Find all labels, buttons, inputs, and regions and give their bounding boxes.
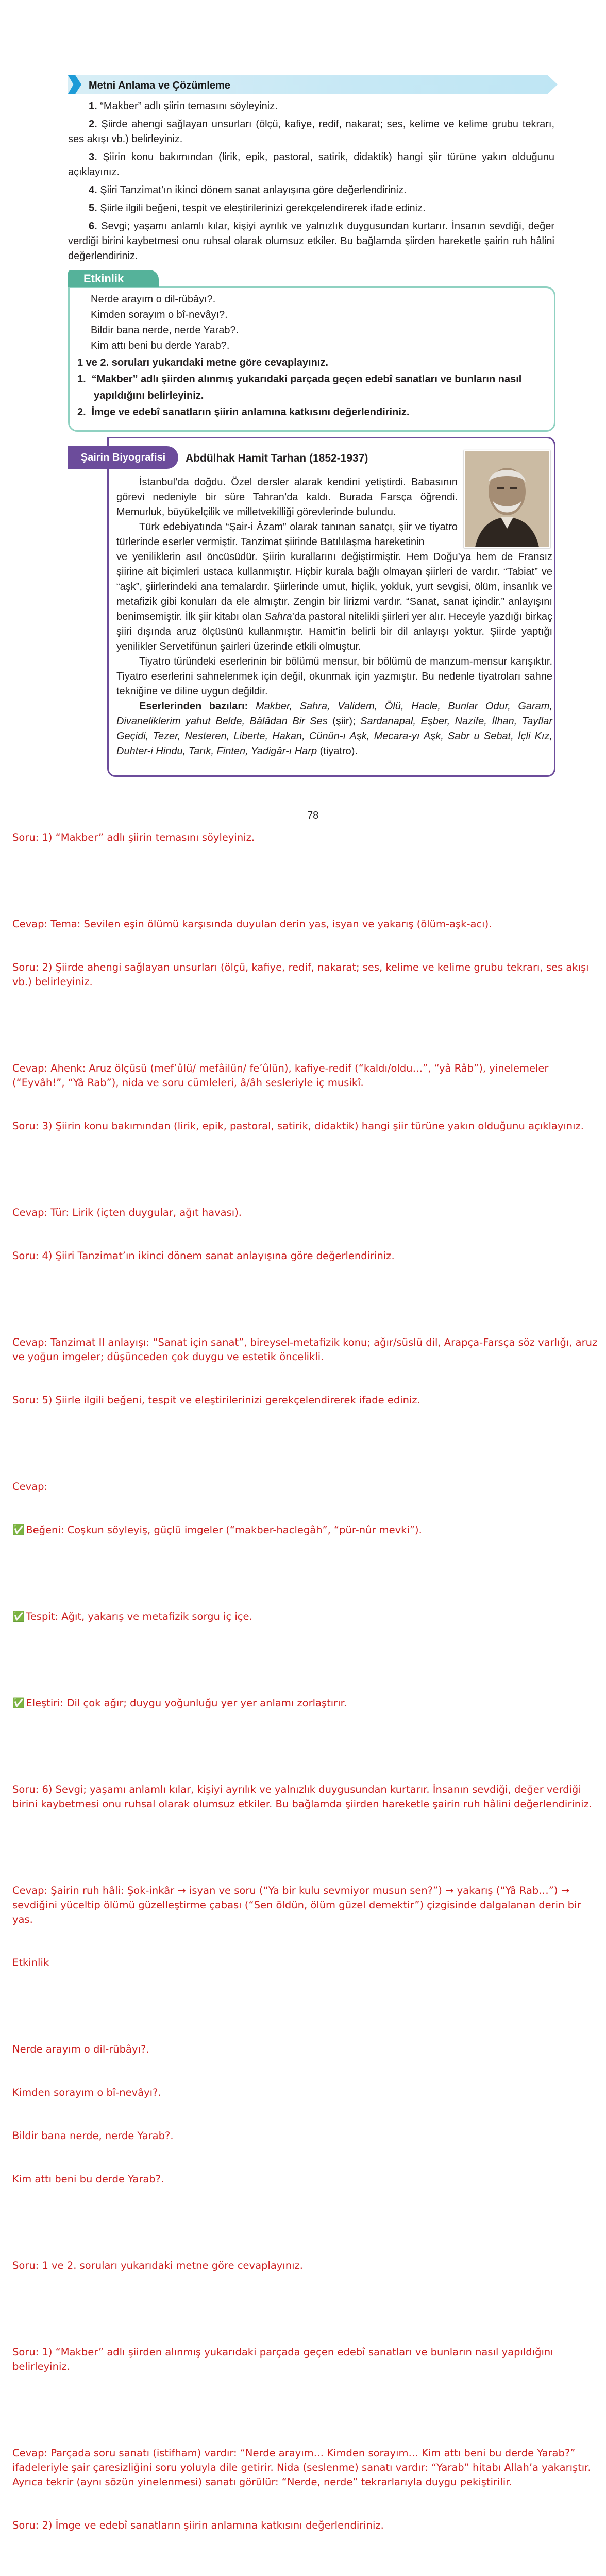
answer-point: ✅ Beğeni: Coşkun söyleyiş, güçlü imgeler (“makber-haclegâh”, “pür-nûr mevki”).: [12, 1523, 600, 1537]
qa-block: [12, 2316, 600, 2403]
qa-block: [12, 1754, 600, 1840]
qa-block: [12, 2417, 600, 2562]
qa-block: [12, 1032, 600, 1162]
etkinlik-questions: [77, 355, 551, 421]
question-text: Soru: 1 ve 2. soruları yukarıdaki metne göre cevaplayınız.: [12, 2260, 303, 2272]
answer-point: ✅ Tespit: Ağıt, yakarış ve metafizik sorgu iç içe.: [12, 1609, 600, 1624]
question-item: 6. Sevgi; yaşamı anlamlı kılar, kişiyi ayrılık ve yalnızlık duygusundan kurtarır. İnsanın sevdiği, değer verdiği birini kaybetmesi onu ruhsal olarak olumsuz etkiler. Bu bağlamda şiirden hareketle şairin ruh hâlini değerlendiriniz.: [68, 221, 554, 262]
checkmark-icon: ✅: [12, 1524, 25, 1536]
biography-text: [116, 475, 552, 759]
question-text: Soru: 4) Şiiri Tanzimat’ın ikinci dönem sanat anlayışına göre değerlendiriniz.: [12, 1250, 395, 1262]
bio-works: Eserlerinden bazıları: Makber, Sahra, Validem, Ölü, Hacle, Bunlar Odur, Garam, Divaneliklerim yahut Belde, Bâlâdan Bir Ses (şiir); Sardanapal, Eşber, Nazife, İlhan, Tayflar Geçidi, Tezer, Nesteren, Liberte, Hakan, Cünûn-ı Aşk, Mecara-yı Aşk, Sabr u Sebat, İçli Kız, Duhter-i Hindu, Tarık, Finten, Yadigâr-ı Harp (tiyatro).: [116, 701, 553, 757]
poem-line: Kim attı beni bu derde Yarab?.: [12, 2173, 164, 2185]
etkinlik-question-2: 2. İmge ve edebî sanatların şiirin anlamına katkısını değerlendiriniz.: [77, 406, 410, 418]
answer-text: Cevap: Tanzimat II anlayışı: “Sanat için sanat”, bireysel-metafizik konu; ağır/süslü dil, Arapça-Farsça söz varlığı, aruz ve yoğun imgeler; düşünceden çok duygu ve estetik öncelikli.: [12, 1336, 601, 1363]
qa-block: [12, 1581, 600, 1653]
poem-line: Kim attı beni bu derde Yarab?.: [91, 340, 230, 351]
etkinlik-instruction: 1 ve 2. soruları yukarıdaki metne göre cevaplayınız.: [77, 357, 328, 368]
qa-block: [12, 1667, 600, 1739]
question-list: [68, 99, 554, 267]
answer-text: Cevap: Şairin ruh hâli: Şok-inkâr → isyan ve soru (“Ya bir kulu sevmiyor musun sen?”) → yakarış (“Yâ Rab…”) → sevdiğini yüceltip ölümü güzelleştirme çabası (“Sen öldün, ölüm güzel demektir”) çizgisinde dalgalanan derin bir yas.: [12, 1885, 584, 1925]
poem-excerpt: [91, 292, 239, 353]
etkinlik-question-1: 1. “Makber” adlı şiirden alınmış yukarıdaki parçada geçen edebî sanatları ve bunların nasıl: [77, 374, 522, 385]
poem-line: Kimden sorayım o bî-nevâyı?.: [91, 309, 228, 320]
poem-line: Nerde arayım o dil-rübâyı?.: [12, 2043, 149, 2055]
bio-paragraph: Tiyatro türündeki eserlerinin bir bölümü mensur, bir bölümü de manzum-mensur karışıktır. Tiyatro eserlerini sahnelenmek için değil, okunmak için yazmıştır. Bu nedenle tiyatroları sahne tekniğine ve diline uygun değildir.: [116, 656, 552, 697]
qa-block: [12, 1451, 600, 1566]
poem-line: Bildir bana nerde, nerde Yarab?.: [12, 2130, 174, 2142]
qa-block: [12, 1307, 600, 1436]
qa-block: [12, 2013, 600, 2215]
answer-text: Cevap:: [12, 1481, 48, 1493]
bio-paragraph: Türk edebiyatında “Şair-i Âzam” olarak tanınan sanatçı, şiir ve tiyatro türlerinde eserler vermiştir. Tanzimat şiirinde Batılılaşma hareketinin: [116, 521, 458, 548]
qa-block: [12, 1177, 600, 1292]
checkmark-icon: ✅: [12, 1611, 25, 1622]
poem-line: Bildir bana nerde, nerde Yarab?.: [91, 325, 239, 336]
question-text: Soru: 1) “Makber” adlı şiirin temasını söyleyiniz.: [12, 832, 255, 843]
etkinlik-question-1-cont: yapıldığını belirleyiniz.: [94, 390, 204, 401]
biography-tab: Şairin Biyografisi: [68, 446, 178, 469]
section-title: Metni Anlama ve Çözümleme: [89, 80, 230, 91]
etkinlik-label: Etkinlik: [12, 1957, 49, 1969]
question-item: 5. Şiirle ilgili beğeni, tespit ve eleştirilerinizi gerekçelendirerek ifade ediniz.: [89, 202, 426, 214]
answer-text: Cevap: Ahenk: Aruz ölçüsü (mef’ûlü/ mefâilün/ fe’ûlün), kafiye-redif (“kaldı/oldu…”, “yâ Râb”), yinelemeler (“Eyvâh!”, “Yâ Rab”), nida ve soru cümleleri, â/âh sesleriyle iç musikî.: [12, 1062, 552, 1089]
question-text: Soru: 5) Şiirle ilgili beğeni, tespit ve eleştirilerinizi gerekçelendirerek ifade ediniz.: [12, 1394, 420, 1406]
poem-line: Kimden sorayım o bî-nevâyı?.: [12, 2087, 161, 2098]
answer-text: Cevap: Parçada soru sanatı (istifham) vardır: “Nerde arayım… Kimden sorayım… Kim attı beni bu derde Yarab?” ifadeleriyle şair çaresizliğini soru yoluyla dile getirir. Nida (seslenme) sanatı vardır: “Yarab” hitabı Allah’a yakarıştır. Ayrıca tekrir (aynı sözün yinelenmesi) sanatı görülür: “Nerde, nerde” tekrarlarıyla duygu pekiştirilir.: [12, 2447, 594, 2488]
bio-paragraph: ve yeniliklerin asıl öncüsüdür. Şiirin kurallarını değiştirmiştir. Hem Doğu’ya hem de Fransız şiirine ait biçimleri ustaca kullanmıştır. Hiçbir kurala bağlı olmayan şiirleri de vardır. “Tabiat” ve “aşk”, şiirlerindeki ana temalardır. Şiirlerinde umut, hiçlik, yokluk, yurt sevgisi, ölüm, insanlık ve metafizik gibi konuları da ele almıştır. Zengin bir lirizmi vardır. “Sanat, sanat içindir.” anlayışını benimsemiştir. İlk şiir kitabı olan Sahra’da pastoral nitelikli şiirleri yer alır. Heceyle yazdığı birkaç şiiri dışında aruz ölçüsünü kullanmıştır. Hamit’in belirli bir dil anlayışı yoktur. Şiirde yaptığı yenilikler Servetifünun şairleri üzerinde etkili olmuştur.: [116, 551, 552, 652]
poet-name: Abdülhak Hamit Tarhan (1852-1937): [186, 452, 368, 464]
question-text: Soru: 3) Şiirin konu bakımından (lirik, epik, pastoral, satirik, didaktik) hangi şiir türüne yakın olduğunu açıklayınız.: [12, 1120, 584, 1132]
question-item: 4. Şiiri Tanzimat’ın ikinci dönem sanat anlayışına göre değerlendiriniz.: [89, 184, 407, 196]
question-text: Soru: 2) Şiirde ahengi sağlayan unsurları (ölçü, kafiye, redif, nakarat; ses, kelime ve kelime grubu tekrarı, ses akışı vb.) belirleyiniz.: [12, 961, 592, 988]
question-item: 1. “Makber” adlı şiirin temasını söyleyiniz.: [89, 100, 278, 112]
qa-block: [12, 802, 600, 874]
bio-paragraph: İstanbul’da doğdu. Özel dersler alarak kendini yetiştirdi. Babasının görevi nedeniyle bir süre Tahran’da kaldı. Burada Farsça öğrendi. Memurluk, büyükelçilik ve milletvekilliği görevlerinde bulundu.: [116, 477, 458, 518]
checkmark-icon: ✅: [12, 1697, 25, 1709]
qa-block: [12, 2230, 600, 2302]
answer-text: Cevap: Tür: Lirik (içten duygular, ağıt havası).: [12, 1207, 242, 1218]
question-text: Soru: 6) Sevgi; yaşamı anlamlı kılar, kişiyi ayrılık ve yalnızlık duygusundan kurtarır. İnsanın sevdiği, değer verdiği birini kaybetmesi onu ruhsal olarak olumsuz etkiler. Bu bağlamda şiirden hareketle şairin ruh hâlini değerlendiriniz.: [12, 1784, 592, 1810]
etkinlik-tab: Etkinlik: [68, 270, 159, 287]
poem-line: Nerde arayım o dil-rübâyı?.: [91, 294, 216, 305]
question-item: 3. Şiirin konu bakımından (lirik, epik, pastoral, satirik, didaktik) hangi şiir türüne yakın olduğunu açıklayınız.: [68, 151, 554, 178]
answer-point: ✅ Eleştiri: Dil çok ağır; duygu yoğunluğu yer yer anlamı zorlaştırır.: [12, 1696, 600, 1710]
answer-notes: [12, 802, 600, 2576]
question-item: 2. Şiirde ahengi sağlayan unsurları (ölçü, kafiye, redif, nakarat; ses, kelime ve kelime grubu tekrarı, ses akışı vb.) belirleyiniz.: [68, 118, 554, 145]
question-text: Soru: 2) İmge ve edebî sanatların şiirin anlamına katkısını değerlendiriniz.: [12, 2519, 384, 2531]
qa-block: [12, 888, 600, 1018]
question-text: Soru: 1) “Makber” adlı şiirden alınmış yukarıdaki parçada geçen edebî sanatları ve bunların nasıl yapıldığını belirleyiniz.: [12, 2346, 557, 2372]
page-number: 78: [307, 810, 319, 821]
qa-block: [12, 1855, 600, 1999]
answer-text: Cevap: Tema: Sevilen eşin ölümü karşısında duyulan derin yas, isyan ve yakarış (ölüm-aşk-acı).: [12, 918, 492, 930]
